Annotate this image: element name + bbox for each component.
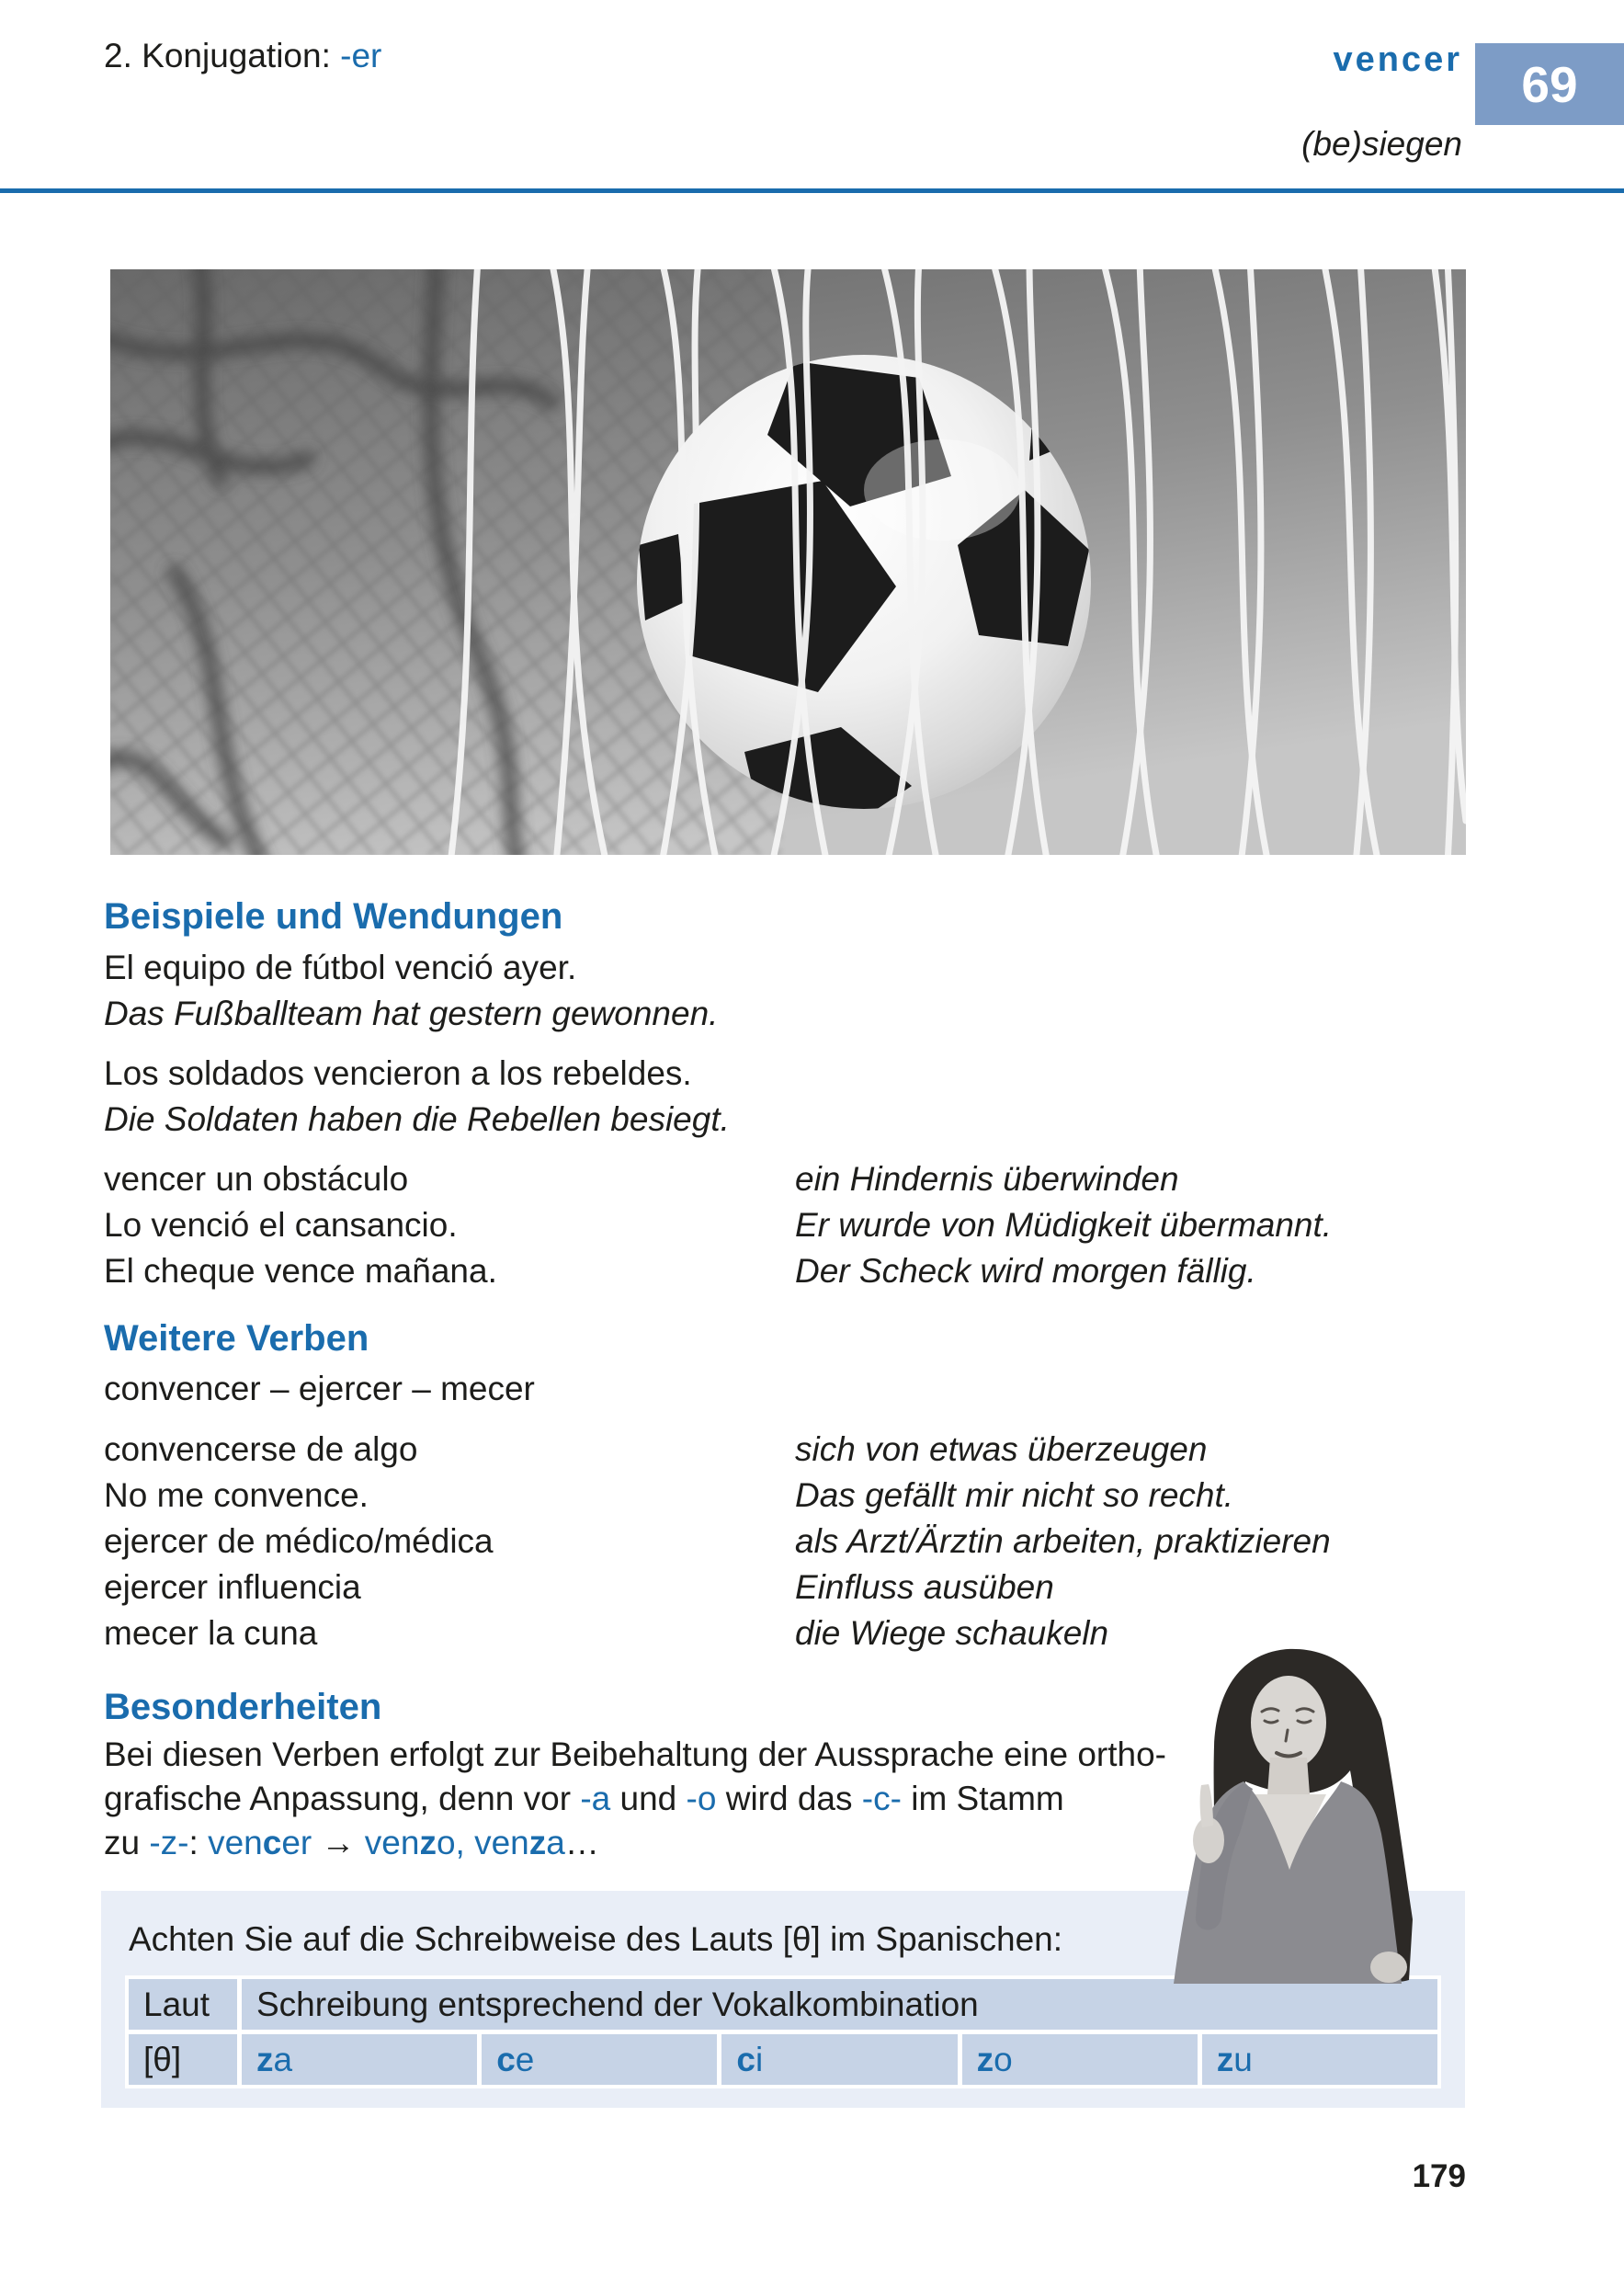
table-cell-zu <box>1202 2034 1437 2085</box>
syllable-lead: z <box>256 2040 274 2078</box>
table-header-schreibung <box>242 1979 1437 2030</box>
table-cell-ci <box>721 2034 957 2085</box>
phonetic-symbol: [θ] <box>143 2040 182 2078</box>
phrase-es: ejercer de médico/médica <box>104 1522 494 1560</box>
verb-list: convencer – ejercer – mecer <box>104 1370 535 1407</box>
syllable-vowel: e <box>515 2040 535 2078</box>
verb-translation: (be)siegen <box>1301 125 1462 163</box>
syllable-vowel: o <box>994 2040 1013 2078</box>
example-es: El equipo de fútbol venció ayer. <box>104 949 577 986</box>
phrase-row <box>104 1252 1466 1298</box>
phrase-de: Er wurde von Müdigkeit übermannt. <box>795 1206 1333 1244</box>
phrase-es: ejercer influencia <box>104 1568 361 1606</box>
woman-pointing-up-photo <box>1152 1645 1469 1984</box>
table-cell-laut <box>129 2034 237 2085</box>
lesson-number: 69 <box>1521 55 1578 113</box>
phrase-row <box>104 1568 1466 1614</box>
table-header-text: Schreibung entsprechend der Vokalkombination <box>256 1985 979 2023</box>
syllable-lead: z <box>1216 2040 1234 2078</box>
syllable-vowel: i <box>755 2040 764 2078</box>
syllable-lead: z <box>976 2040 994 2078</box>
phrase-row <box>104 1430 1466 1476</box>
section-title-beispiele: Beispiele und Wendungen <box>104 896 563 937</box>
phrase-es: No me convence. <box>104 1476 369 1514</box>
table-cell-zo <box>962 2034 1198 2085</box>
phrase-row <box>104 1206 1466 1252</box>
tip-intro: Achten Sie auf die Schreibweise des Lauts [θ] im Spanischen: <box>129 1920 1063 1958</box>
phrase-de: die Wiege schaukeln <box>795 1614 1109 1652</box>
syllable-vowel: a <box>273 2040 293 2078</box>
phrase-es: vencer un obstáculo <box>104 1160 409 1198</box>
example-es: Los soldados vencieron a los rebeldes. <box>104 1054 692 1092</box>
table-header-text: Laut <box>143 1985 210 2023</box>
phrase-de: Das gefällt mir nicht so recht. <box>795 1476 1234 1514</box>
syllable-lead: c <box>496 2040 516 2078</box>
resting-hand <box>1370 1952 1407 1983</box>
phrase-de: als Arzt/Ärztin arbeiten, praktizieren <box>795 1522 1331 1560</box>
header-divider <box>0 188 1624 193</box>
phrase-de: ein Hindernis überwinden <box>795 1160 1179 1198</box>
section-title-weitere-verben: Weitere Verben <box>104 1318 369 1359</box>
soccer-ball-photo <box>110 269 1466 855</box>
phrase-es: mecer la cuna <box>104 1614 318 1652</box>
phrase-row <box>104 1522 1466 1568</box>
phrase-es: convencerse de algo <box>104 1430 418 1468</box>
example-de: Die Soldaten haben die Rebellen besiegt. <box>104 1100 730 1138</box>
neck <box>1267 1758 1310 1794</box>
table-cell-za <box>242 2034 477 2085</box>
verb-title: vencer <box>1333 40 1462 79</box>
section-title-besonderheiten: Besonderheiten <box>104 1687 382 1727</box>
syllable-vowel: u <box>1233 2040 1253 2078</box>
phrase-de: Der Scheck wird morgen fällig. <box>795 1252 1256 1290</box>
table-header-laut <box>129 1979 237 2030</box>
phrase-es: Lo venció el cansancio. <box>104 1206 458 1244</box>
pointing-finger <box>1200 1784 1213 1827</box>
page-number: 179 <box>1412 2158 1466 2194</box>
phrase-es: El cheque vence mañana. <box>104 1252 497 1290</box>
phrase-de: sich von etwas überzeugen <box>795 1430 1208 1468</box>
lesson-number-badge <box>1475 43 1624 125</box>
example-de: Das Fußballteam hat gestern gewonnen. <box>104 995 719 1032</box>
syllable-lead: c <box>736 2040 755 2078</box>
phrase-de: Einfluss ausüben <box>795 1568 1054 1606</box>
spelling-table <box>125 1975 1441 2088</box>
table-cell-ce <box>482 2034 717 2085</box>
besonderheiten-paragraph: Bei diesen Verben erfolgt zur Beibehaltung der Aussprache eine ortho- grafische Anpassung, denn vor -a und -o wird das -c- im Stamm zu -z-: vencer → venzo, venza… <box>104 1735 1166 1861</box>
chapter-title: 2. Konjugation: -er <box>104 37 382 74</box>
phrase-row <box>104 1476 1466 1522</box>
phrase-row <box>104 1160 1466 1206</box>
